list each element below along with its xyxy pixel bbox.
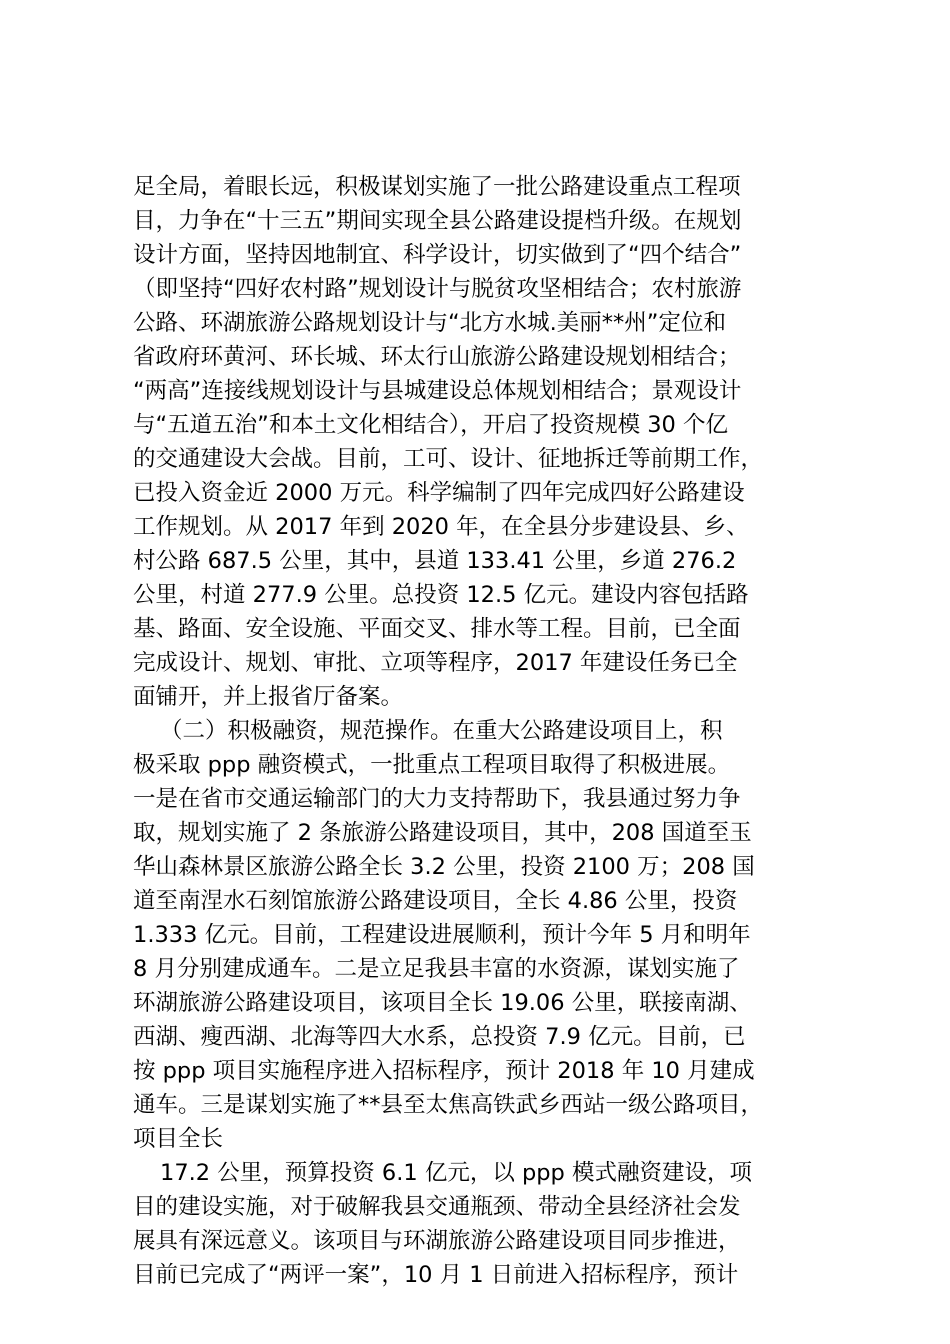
text-line: 与“五道五治”和本土文化相结合），开启了投资规模 30 个亿	[133, 412, 728, 438]
text-line: 村公路 687.5 公里，其中，县道 133.41 公里，乡道 276.2	[133, 548, 737, 574]
text-line: 公路、环湖旅游公路规划设计与“北方水城.美丽**州”定位和	[133, 310, 726, 336]
text-line: 目前已完成了“两评一案”，10 月 1 日前进入招标程序，预计	[133, 1262, 739, 1288]
section-heading-line: （二）积极融资，规范操作。在重大公路建设项目上，积	[160, 718, 723, 744]
text-line: 华山森林景区旅游公路全长 3.2 公里，投资 2100 万；208 国	[133, 854, 755, 880]
text-line: 目，力争在“十三五”期间实现全县公路建设提档升级。在规划	[133, 208, 742, 234]
text-line: 设计方面，坚持因地制宜、科学设计，切实做到了“四个结合”	[133, 242, 742, 268]
text-line: 一是在省市交通运输部门的大力支持帮助下，我县通过努力争	[133, 786, 741, 812]
text-line: 公里，村道 277.9 公里。总投资 12.5 亿元。建设内容包括路	[133, 582, 749, 608]
text-line: （即坚持“四好农村路”规划设计与脱贫攻坚相结合；农村旅游	[133, 276, 742, 302]
text-line: 面铺开，并上报省厅备案。	[133, 684, 404, 710]
text-line: 足全局，着眼长远，积极谋划实施了一批公路建设重点工程项	[133, 174, 741, 200]
text-line: 目的建设实施，对于破解我县交通瓶颈、带动全县经济社会发	[133, 1194, 741, 1220]
text-line: 取，规划实施了 2 条旅游公路建设项目，其中，208 国道至玉	[133, 820, 752, 846]
text-line: 已投入资金近 2000 万元。科学编制了四年完成四好公路建设	[133, 480, 745, 506]
text-line: 的交通建设大会战。目前，工可、设计、征地拆迁等前期工作，	[133, 446, 764, 472]
text-line: 项目全长	[133, 1126, 224, 1152]
text-line: 道至南涅水石刻馆旅游公路建设项目，全长 4.86 公里，投资	[133, 888, 738, 914]
text-line: 省政府环黄河、环长城、环太行山旅游公路建设规划相结合；	[133, 344, 741, 370]
text-line: 完成设计、规划、审批、立项等程序，2017 年建设任务已全	[133, 650, 738, 676]
text-line: 展具有深远意义。该项目与环湖旅游公路建设项目同步推进，	[133, 1228, 741, 1254]
text-line: 工作规划。从 2017 年到 2020 年，在全县分步建设县、乡、	[133, 514, 749, 540]
text-line: 通车。三是谋划实施了**县至太焦高铁武乡西站一级公路项目，	[133, 1092, 764, 1118]
text-line: 极采取 ppp 融资模式，一批重点工程项目取得了积极进展。	[133, 752, 731, 778]
text-line: 1.333 亿元。目前，工程建设进展顺利，预计今年 5 月和明年	[133, 922, 751, 948]
text-line: 环湖旅游公路建设项目，该项目全长 19.06 公里，联接南湖、	[133, 990, 752, 1016]
text-line: 基、路面、安全设施、平面交叉、排水等工程。目前，已全面	[133, 616, 741, 642]
text-line: 8 月分别建成通车。二是立足我县丰富的水资源，谋划实施了	[133, 956, 740, 982]
text-line: 西湖、瘦西湖、北海等四大水系，总投资 7.9 亿元。目前，已	[133, 1024, 746, 1050]
text-line: 按 ppp 项目实施程序进入招标程序，预计 2018 年 10 月建成	[133, 1058, 755, 1084]
text-line: 17.2 公里，预算投资 6.1 亿元，以 ppp 模式融资建设，项	[160, 1160, 752, 1186]
text-line: “两高”连接线规划设计与县城建设总体规划相结合；景观设计	[133, 378, 742, 404]
